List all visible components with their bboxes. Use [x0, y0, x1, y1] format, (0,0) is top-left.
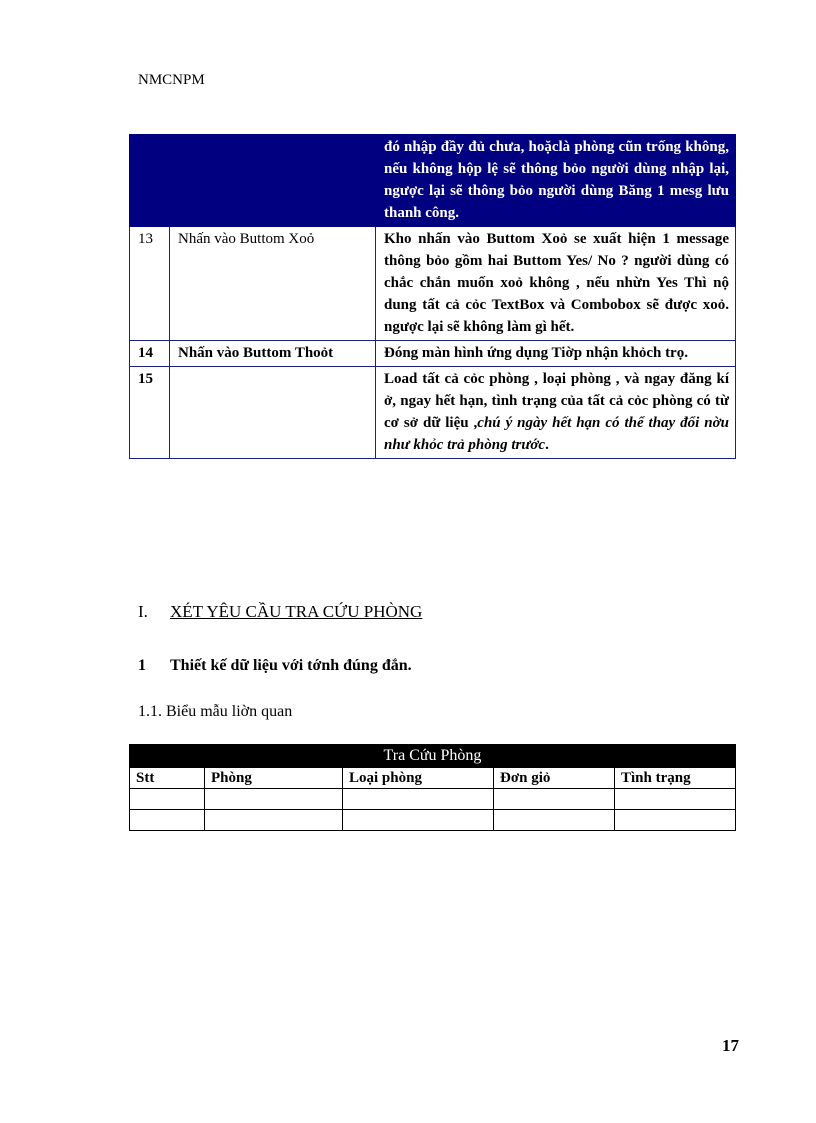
step-action: Nhấn vào Buttom Xoỏ — [170, 227, 376, 341]
section-heading — [138, 602, 422, 622]
subsection-number: 1 — [138, 657, 146, 674]
step-number: 14 — [130, 341, 170, 367]
step-number — [130, 135, 170, 227]
section-number: I. — [138, 602, 148, 621]
subsection-heading — [138, 657, 412, 675]
description-text: Load tất cả cỏc phòng , loại phòng , và ngay đăng kí ở, ngay hết hạn, tình trạng của tất cả cỏc phòng có từ cơ sở dữ liệu , — [384, 371, 729, 431]
step-description: Kho nhấn vào Buttom Xoỏ se xuất hiện 1 message thông bỏo gồm hai Buttom Yes/ No ? người dùng có chắc chắn muốn xoỏ không , nếu nhừn Yes Thì nộ dung tất cả cỏc TextBox và Combobox sẽ được xoỏ. ngược lại sẽ không làm gì hết. — [376, 227, 736, 341]
form-cell — [494, 789, 615, 810]
column-header: Loại phòng — [343, 768, 494, 789]
form-empty-row — [130, 810, 736, 831]
form-cell — [130, 810, 205, 831]
description-end: . — [545, 437, 549, 453]
form-cell — [205, 810, 343, 831]
subsection-title: Thiết kế dữ liệu với tớnh đúng đắn. — [170, 657, 412, 674]
document-header: NMCNPM — [138, 72, 205, 88]
description-note: chú ý ngày hết hạn có thể thay đổi nờu như khỏc trả phòng trước — [384, 415, 729, 453]
form-header-row — [130, 768, 736, 789]
step-action — [170, 367, 376, 459]
form-cell — [343, 789, 494, 810]
form-cell — [130, 789, 205, 810]
table-row — [130, 341, 736, 367]
room-lookup-form — [129, 744, 736, 831]
use-case-steps-table — [129, 134, 736, 459]
table-row — [130, 227, 736, 341]
subsubsection-heading: 1.1. Biểu mẫu liờn quan — [138, 703, 293, 720]
form-cell — [494, 810, 615, 831]
step-description: Đóng màn hình ứng dụng Tiờp nhận khỏch trọ. — [376, 341, 736, 367]
step-description: đó nhập đầy đủ chưa, hoặclà phòng cũn trống không, nếu không hộp lệ sẽ thông bỏo người dùng nhập lại, ngược lại sẽ thông bỏo người dùng Băng 1 mesg lưu thanh công. — [376, 135, 736, 227]
form-cell — [205, 789, 343, 810]
step-description — [376, 367, 736, 459]
column-header: Đơn giỏ — [494, 768, 615, 789]
table-row — [130, 135, 736, 227]
form-cell — [615, 810, 736, 831]
column-header: Tình trạng — [615, 768, 736, 789]
form-cell — [343, 810, 494, 831]
column-header: Phòng — [205, 768, 343, 789]
form-cell — [615, 789, 736, 810]
step-action: Nhấn vào Buttom Thoỏt — [170, 341, 376, 367]
step-number: 15 — [130, 367, 170, 459]
section-title: XÉT YÊU CẦU TRA CỨU PHÒNG — [170, 602, 423, 621]
page-number: 17 — [722, 1036, 739, 1055]
form-caption: Tra Cứu Phòng — [130, 745, 736, 768]
column-header: Stt — [130, 768, 205, 789]
form-empty-row — [130, 789, 736, 810]
table-row — [130, 367, 736, 459]
step-number: 13 — [130, 227, 170, 341]
step-action — [170, 135, 376, 227]
